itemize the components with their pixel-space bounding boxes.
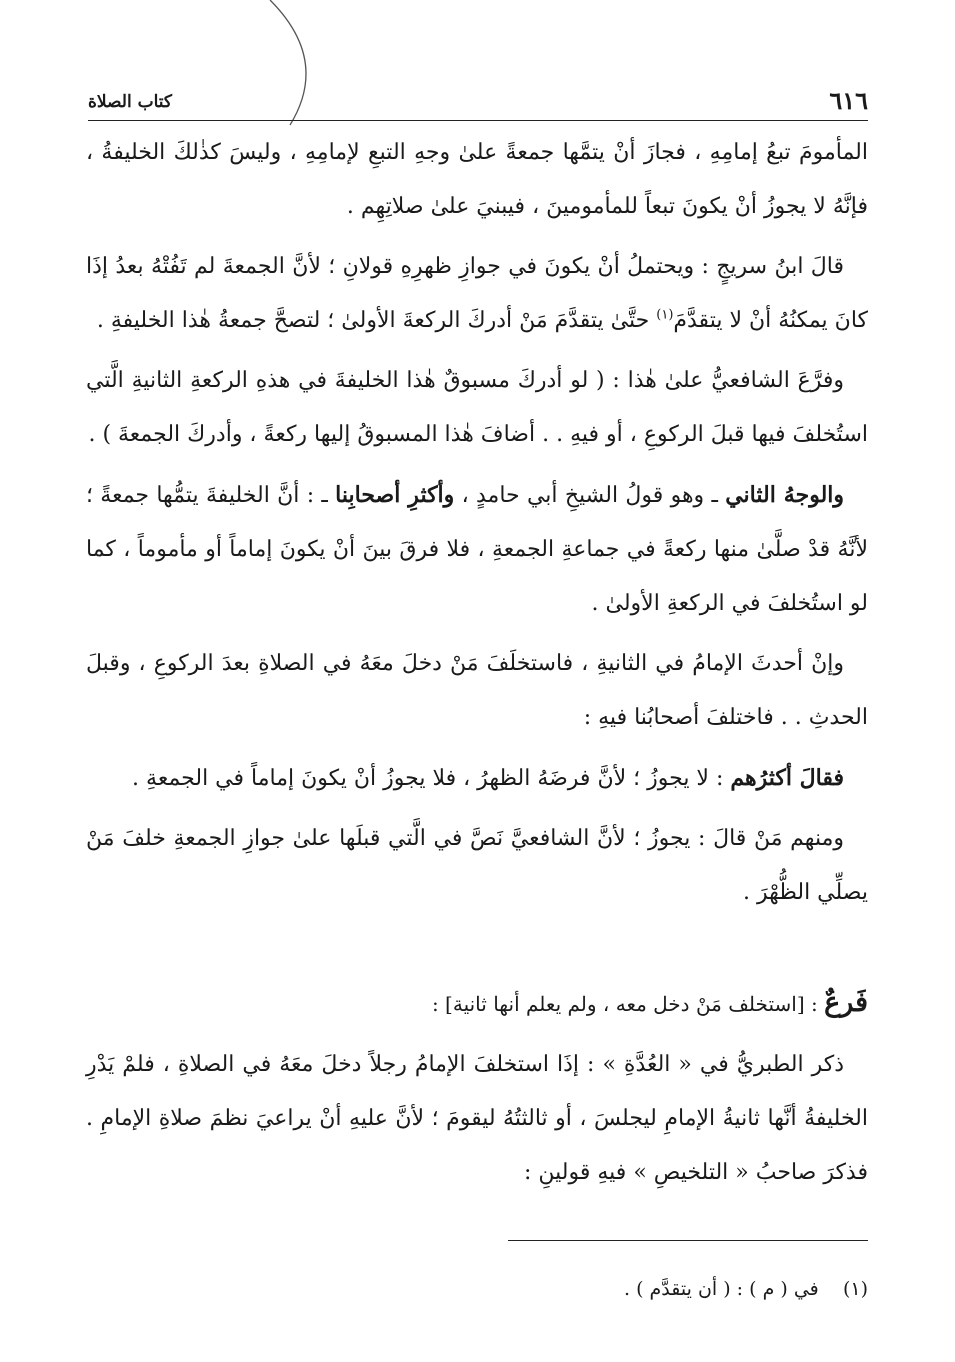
- footnote-text: في ( م ) : ( أن يتقدَّم ) .: [624, 1278, 819, 1300]
- branch-paragraph: ذكر الطبريُّ في « العُدَّةِ » : إذَا استخلفَ الإمامُ رجلاً دخلَ معَهُ في الصلاةِ ، فلمْ يَدْرِ الخليفةُ أنَّها ثانيةُ الإمامِ ليجلسَ ، أو ثالثتُهُ ليقومَ ؛ لأنَّ عليهِ أنْ يراعيَ نظمَ صلاةِ الإمامِ . فذكرَ صاحبُ « التلخيصِ » فيهِ قولينِ :: [86, 1052, 868, 1185]
- paragraph-4-text-a: ـ وهو قولُ الشيخِ أبي حامدٍ ،: [454, 483, 726, 508]
- branch-label: فَرعٌ: [824, 987, 868, 1018]
- branch-heading: [86, 976, 868, 1032]
- paragraph-6-heading: فقالَ أكثرُهم: [730, 765, 844, 791]
- paragraph-2-text-b: حتَّىٰ يتقدَّمَ مَنْ أدركَ الركعةَ الأولىٰ ؛ لتصحَّ جمعةُ هٰذا الخليفةِ .: [96, 308, 657, 333]
- paragraph-4: [86, 468, 868, 631]
- paragraph-1: المأمومَ تبعُ إمامِهِ ، فجازَ أنْ يتمَّها جمعةً علىٰ وجهِ التبعِ لإمامِهِ ، وليسَ كذٰلكَ الخليفةُ ، فإنَّهُ لا يجوزُ أنْ يكونَ تبعاً للمأمومينَ ، فيبنيَ علىٰ صلاتِهِم .: [86, 140, 868, 219]
- paragraph-4-heading: والوجهُ الثاني: [725, 482, 845, 508]
- footnote-divider: [508, 1240, 868, 1241]
- footnote-reference: (١): [656, 307, 674, 323]
- paragraph-7: ومنهم مَنْ قالَ : يجوزُ ؛ لأنَّ الشافعيَّ نَصَّ في الَّتي قبلَها علىٰ جوازِ الجمعةِ خلفَ مَنْ يصلِّي الظُّهْرَ .: [86, 826, 868, 905]
- paragraph-2-text-a: قالَ ابنُ سريجٍ : ويحتملُ أنْ يكونَ في جوازِ ظهرِهِ قولانِ ؛ لأنَّ الجمعةَ لم تَفُتْهُ بعدُ إذَا كانَ يمكنُهُ أنْ لا يتقدَّمَ: [86, 254, 868, 333]
- paragraph-6-text: : لا يجوزُ ؛ لأنَّ فرضَهُ الظهرُ ، فلا يجوزُ أنْ يكونَ إماماً في الجمعةِ .: [132, 766, 731, 791]
- paragraph-3: وفرَّعَ الشافعيُّ علىٰ هٰذا : ( لو أدركَ مسبوقٌ هٰذا الخليفةَ في هذهِ الركعةِ الثانيةِ الَّتي استُخلفَ فيها قبلَ الركوعِ ، أو فيهِ . . أضافَ هٰذا المسبوقُ إليها ركعةً ، وأدركَ الجمعةَ ) .: [86, 368, 868, 447]
- page-header: [88, 84, 868, 121]
- footnote: [624, 1274, 868, 1304]
- running-title: كتاب الصلاة: [88, 92, 173, 112]
- paragraph-2: [86, 240, 868, 348]
- branch-title: : [استخلف مَنْ دخل معه ، ولم يعلم أنها ثانية] :: [431, 992, 825, 1016]
- paragraph-5: وإنْ أحدثَ الإمامُ في الثانيةِ ، فاستخلَفَ مَنْ دخلَ معَهُ في الصلاةِ بعدَ الركوعِ ، وقبلَ الحدثِ . . فاختلفَ أصحابُنا فيهِ :: [86, 651, 868, 730]
- paragraph-4-emphasis: وأكثرِ أصحابِنا: [335, 482, 455, 508]
- main-text: [86, 126, 868, 1206]
- footnote-number: (١): [842, 1278, 868, 1300]
- paragraph-6: [86, 751, 868, 806]
- paragraph-4-text-b: ـ : أنَّ الخليفةَ يتمُّها جمعةً ؛ لأنَّهُ قدْ صلَّىٰ منها ركعةً في جماعةِ الجمعةِ ، فلا فرقَ بينَ أنْ يكونَ إماماً أو مأموماً ، كما لو استُخلفَ في الركعةِ الأولىٰ .: [86, 483, 868, 616]
- page-number: ٦١٦: [829, 86, 868, 115]
